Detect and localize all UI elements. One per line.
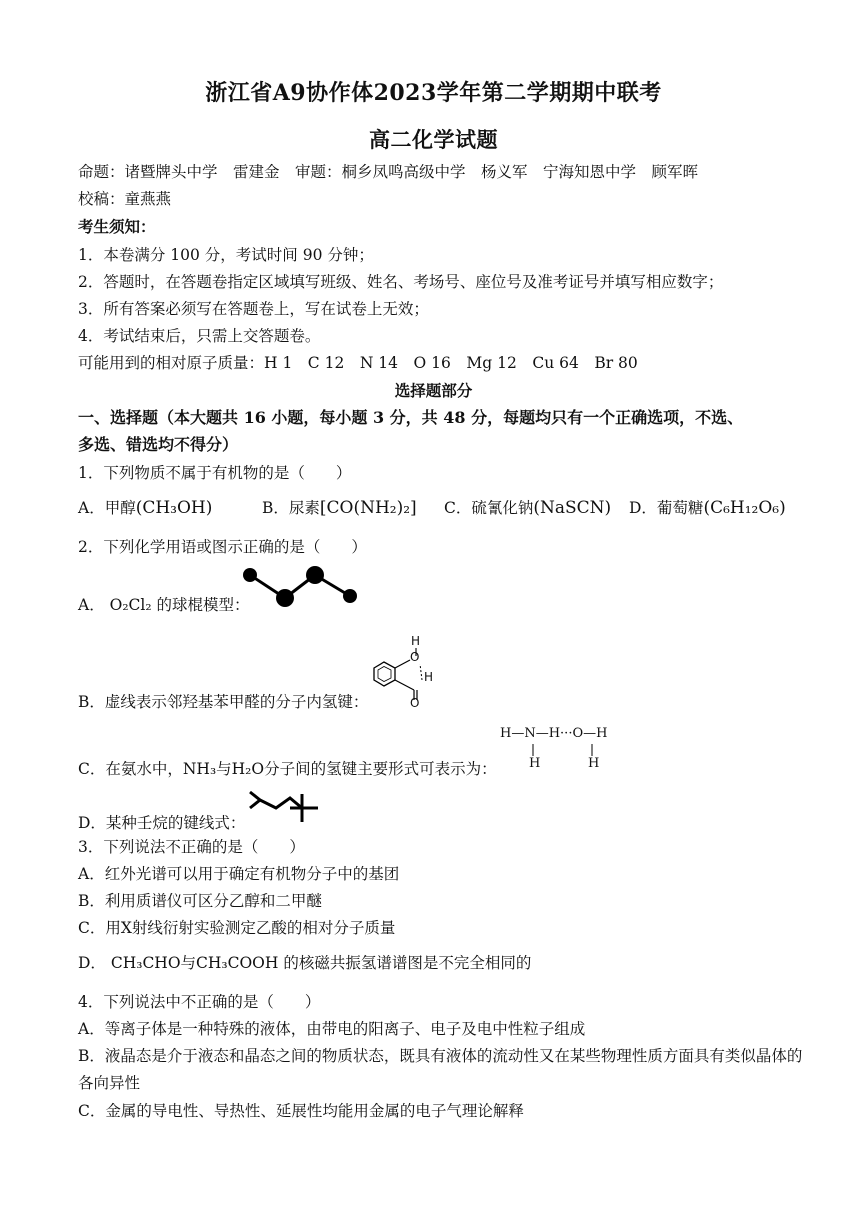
hydrogen-bond-chain: H—N—H···O—H bbox=[500, 726, 608, 741]
hydrogen-bond-formula bbox=[500, 726, 640, 774]
q1-a-formula: (CH₃OH) bbox=[135, 498, 213, 518]
q3-option-d: D． CH₃CHO与CH₃COOH 的核磁共振氢谱谱图是不完全相同的 bbox=[78, 954, 532, 972]
structure-h-atom: H bbox=[424, 670, 434, 684]
ball-stick-model-figure bbox=[238, 563, 363, 611]
section-title: 选择题部分 bbox=[394, 381, 473, 400]
q3-option-a: A．红外光谱可以用于确定有机物分子中的基团 bbox=[78, 865, 400, 883]
q1-a-label: A．甲醇 bbox=[78, 499, 136, 517]
section-heading-line-2: 多选、错选均不得分） bbox=[78, 435, 239, 454]
q4-option-b-line-2: 各向异性 bbox=[78, 1074, 141, 1092]
q4-option-c: C．金属的导电性、导热性、延展性均能用金属的电子气理论解释 bbox=[78, 1102, 524, 1120]
q1-b-label: B．尿素 bbox=[262, 499, 320, 517]
o-atom-ball bbox=[306, 566, 324, 584]
q2-option-c: C．在氨水中，NH₃与H₂O分子间的氢键主要形式可表示为： bbox=[78, 760, 497, 778]
notice-item-4: 4．考试结束后，只需上交答题卷。 bbox=[78, 327, 321, 345]
structure-o-atom: O bbox=[410, 650, 420, 664]
structure-o-atom: O bbox=[410, 696, 420, 710]
q4-option-b-line-1: B．液晶态是介于液态和晶态之间的物质状态，既具有液体的流动性又在某些物理性质方面具有类似晶体的 bbox=[78, 1047, 803, 1065]
q3-option-c: C．用X射线衍射实验测定乙酸的相对分子质量 bbox=[78, 919, 396, 937]
o-atom-ball bbox=[276, 589, 294, 607]
exam-title: 浙江省A9协作体2023学年第二学期期中联考 bbox=[205, 80, 662, 106]
q2-option-b: B．虚线表示邻羟基苯甲醛的分子内氢键： bbox=[78, 693, 369, 711]
q4-stem: 4．下列说法中不正确的是（ ） bbox=[78, 993, 321, 1011]
q3-option-b: B．利用质谱仪可区分乙醇和二甲醚 bbox=[78, 892, 322, 910]
q1-d-formula: (C₆H₁₂O₆) bbox=[703, 498, 786, 518]
q1-c-label: C．硫氰化钠 bbox=[444, 499, 534, 517]
q1-c-formula: (NaSCN) bbox=[533, 498, 612, 518]
notice-heading: 考生须知： bbox=[78, 217, 156, 236]
q2-option-a: A． O₂Cl₂ 的球棍模型： bbox=[78, 596, 250, 614]
q1-option-a bbox=[78, 496, 212, 518]
structure-h-atom: H bbox=[411, 634, 421, 648]
q1-d-label: D．葡萄糖 bbox=[629, 499, 704, 517]
salicylaldehyde-structure bbox=[362, 632, 442, 710]
cl-atom-ball bbox=[243, 568, 257, 582]
authors-line-2: 校稿：童燕燕 bbox=[78, 190, 172, 208]
q1-option-b bbox=[262, 496, 417, 518]
q2-stem: 2．下列化学用语或图示正确的是（ ） bbox=[78, 538, 367, 556]
atomic-mass-line: 可能用到的相对原子质量：H 1 C 12 N 14 O 16 Mg 12 Cu 64 Br 80 bbox=[78, 354, 638, 372]
q1-option-c bbox=[444, 496, 611, 518]
h-below-n: H bbox=[529, 756, 541, 771]
nonane-skeletal-formula bbox=[246, 790, 322, 826]
h-below-o: H bbox=[588, 756, 600, 771]
q4-option-a: A．等离子体是一种特殊的液体，由带电的阳离子、电子及电中性粒子组成 bbox=[78, 1020, 586, 1038]
section-heading-line-1: 一、选择题（本大题共 16 小题，每小题 3 分，共 48 分，每题均只有一个正确选项，不选、 bbox=[78, 408, 744, 427]
q1-option-d bbox=[629, 496, 786, 518]
notice-item-1: 1．本卷满分 100 分，考试时间 90 分钟； bbox=[78, 246, 374, 264]
authors-line-1: 命题：诸暨牌头中学 雷建金 审题：桐乡凤鸣高级中学 杨义军 宁海知恩中学 顾军晖 bbox=[78, 163, 699, 181]
exam-subtitle: 高二化学试题 bbox=[369, 127, 498, 152]
q1-stem: 1．下列物质不属于有机物的是（ ） bbox=[78, 464, 352, 482]
q1-b-formula: [CO(NH₂)₂] bbox=[319, 498, 417, 518]
q3-stem: 3．下列说法不正确的是（ ） bbox=[78, 838, 305, 856]
notice-item-2: 2．答题时，在答题卷指定区域填写班级、姓名、考场号、座位号及准考证号并填写相应数字； bbox=[78, 273, 724, 291]
notice-item-3: 3．所有答案必须写在答题卷上，写在试卷上无效； bbox=[78, 300, 429, 318]
cl-atom-ball bbox=[343, 589, 357, 603]
q2-option-d: D．某种壬烷的键线式： bbox=[78, 814, 246, 832]
